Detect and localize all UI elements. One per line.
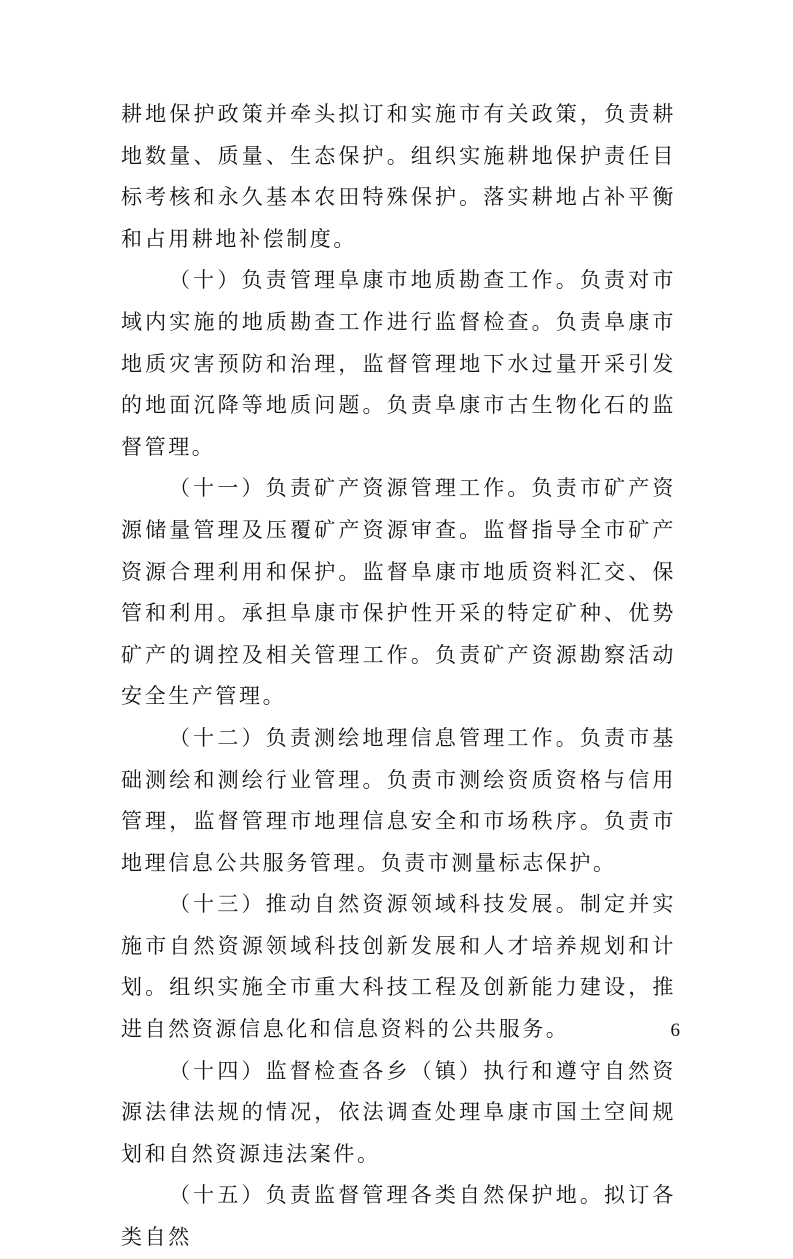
paragraph-item-10-geological-survey: （十）负责管理阜康市地质勘查工作。负责对市域内实施的地质勘查工作进行监督检查。负责阜康市地质灾害预防和治理，监督管理地下水过量开采引发的地面沉降等地质问题。负责阜康市古生物化石的监督管理。 (121, 268, 676, 459)
page-number: 6 (670, 1020, 680, 1041)
document-body (121, 94, 676, 1259)
paragraph-item-14-supervision: （十四）监督检查各乡（镇）执行和遵守自然资源法律法规的情况，依法调查处理阜康市国土空间规划和自然资源违法案件。 (121, 1058, 676, 1166)
paragraph-item-12-surveying-mapping: （十二）负责测绘地理信息管理工作。负责市基础测绘和测绘行业管理。负责市测绘资质资格与信用管理，监督管理市地理信息安全和市场秩序。负责市地理信息公共服务管理。负责市测量标志保护。 (121, 725, 676, 875)
paragraph-item-15-protected-areas: （十五）负责监督管理各类自然保护地。拟订各类自然 (121, 1183, 676, 1250)
paragraph-continued-farmland: 耕地保护政策并牵头拟订和实施市有关政策，负责耕地数量、质量、生态保护。组织实施耕地保护责任目标考核和永久基本农田特殊保护。落实耕地占补平衡和占用耕地补偿制度。 (121, 102, 676, 251)
paragraph-item-13-science-technology: （十三）推动自然资源领域科技发展。制定并实施市自然资源领域科技创新发展和人才培养规划和计划。组织实施全市重大科技工程及创新能力建设，推进自然资源信息化和信息资料的公共服务。 (121, 892, 676, 1042)
paragraph-item-11-mineral-resources: （十一）负责矿产资源管理工作。负责市矿产资源储量管理及压覆矿产资源审查。监督指导全市矿产资源合理利用和保护。监督阜康市地质资料汇交、保管和利用。承担阜康市保护性开采的特定矿种、优势矿产的调控及相关管理工作。负责矿产资源勘察活动安全生产管理。 (121, 476, 676, 709)
